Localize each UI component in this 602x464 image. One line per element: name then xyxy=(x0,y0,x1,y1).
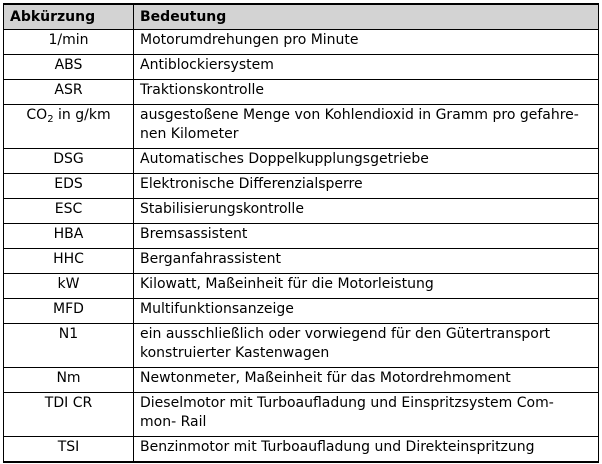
abbreviation-table xyxy=(3,3,599,463)
table-row xyxy=(4,393,599,437)
meaning-cell: Bremsassistent xyxy=(134,224,599,249)
meaning-cell: Traktionskontrolle xyxy=(134,80,599,105)
abbreviation-cell: MFD xyxy=(4,299,134,324)
abbreviation-co: CO xyxy=(26,107,48,123)
meaning-cell xyxy=(134,105,599,149)
abbreviation-cell: ABS xyxy=(4,55,134,80)
table-row xyxy=(4,368,599,393)
meaning-cell: Stabilisierungskontrolle xyxy=(134,199,599,224)
abbreviation-cell: kW xyxy=(4,274,134,299)
table-row xyxy=(4,324,599,368)
abbreviation-cell: ESC xyxy=(4,199,134,224)
abbreviation-cell: TSI xyxy=(4,437,134,463)
abbreviation-unit: in g/km xyxy=(53,107,111,123)
abbreviation-cell: HBA xyxy=(4,224,134,249)
table-row xyxy=(4,174,599,199)
meaning-line-2: konstruierter Kastenwagen xyxy=(140,345,330,361)
table-row xyxy=(4,80,599,105)
table-row xyxy=(4,224,599,249)
meaning-line-1: ausgestoßene Menge von Kohlendioxid in Gramm pro gefahre- xyxy=(140,107,579,123)
header-row xyxy=(4,4,599,30)
meaning-line-1: ein ausschließlich oder vorwiegend für den Gütertransport xyxy=(140,326,551,342)
table-row xyxy=(4,299,599,324)
meaning-cell xyxy=(134,324,599,368)
abbreviation-cell: ASR xyxy=(4,80,134,105)
table-row xyxy=(4,437,599,463)
abbreviation-cell xyxy=(4,105,134,149)
abbreviation-cell: N1 xyxy=(4,324,134,368)
table-row xyxy=(4,249,599,274)
meaning-line-2: mon- Rail xyxy=(140,414,207,430)
table-row xyxy=(4,274,599,299)
table-row xyxy=(4,55,599,80)
meaning-cell: Automatisches Doppelkupplungsgetriebe xyxy=(134,149,599,174)
table-row xyxy=(4,30,599,55)
abbreviation-cell: 1/min xyxy=(4,30,134,55)
meaning-cell: Elektronische Differenzialsperre xyxy=(134,174,599,199)
table-row xyxy=(4,105,599,149)
table-body xyxy=(4,30,599,463)
meaning-cell: Kilowatt, Maßeinheit für die Motorleistung xyxy=(134,274,599,299)
meaning-line-1: Dieselmotor mit Turboaufladung und Einspritzsystem Com- xyxy=(140,395,554,411)
abbreviation-cell: DSG xyxy=(4,149,134,174)
abbreviation-cell: Nm xyxy=(4,368,134,393)
meaning-cell: Benzinmotor mit Turboaufladung und Direkteinspritzung xyxy=(134,437,599,463)
abbreviation-cell: TDI CR xyxy=(4,393,134,437)
meaning-cell: Motorumdrehungen pro Minute xyxy=(134,30,599,55)
table-row xyxy=(4,149,599,174)
meaning-cell: Newtonmeter, Maßeinheit für das Motordrehmoment xyxy=(134,368,599,393)
meaning-line-2: nen Kilometer xyxy=(140,126,239,142)
table-header xyxy=(4,4,599,30)
abbreviation-cell: HHC xyxy=(4,249,134,274)
meaning-cell: Antiblockiersystem xyxy=(134,55,599,80)
table-row xyxy=(4,199,599,224)
header-meaning: Bedeutung xyxy=(134,4,599,30)
subscript-two: 2 xyxy=(47,114,54,125)
meaning-cell: Multifunktionsanzeige xyxy=(134,299,599,324)
header-abbreviation: Abkürzung xyxy=(4,4,134,30)
abbreviation-cell: EDS xyxy=(4,174,134,199)
meaning-cell: Berganfahrassistent xyxy=(134,249,599,274)
meaning-cell xyxy=(134,393,599,437)
